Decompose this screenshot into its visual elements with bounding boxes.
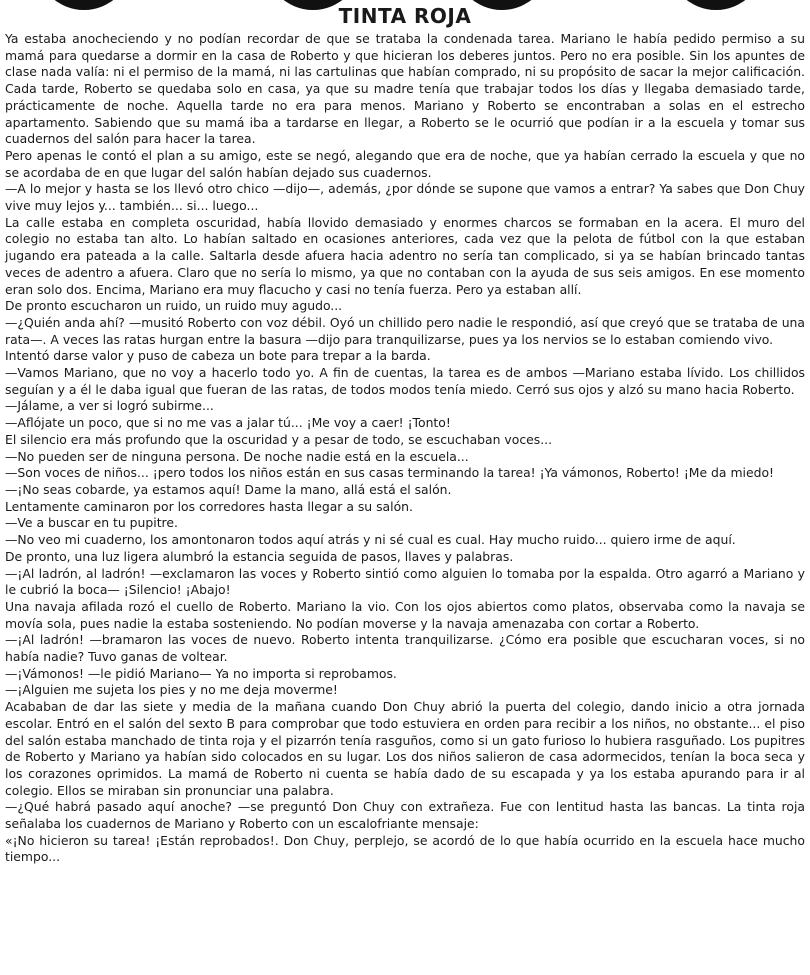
paragraph: —Aflójate un poco, que si no me vas a jalar tú... ¡Me voy a caer! ¡Tonto! [5, 415, 451, 431]
paragraph: Acababan de dar las siete y media de la mañana cuando Don Chuy abrió la puerta del colegio, dando inicio a otra jornada escolar. Entró en el salón del sexto B para comprobar que todo estuviera en orden para recibir a los niños, no obstante... el piso del salón estaba manchado de tinta roja y el pizarrón tenía rasguños, como si un gato furioso lo hubiera rasguñado. Los pupitres de Roberto y Mariano ya habían sido colocados en su lugar. Los dos niños salieron de casa adormecidos, tenían la boca seca y los corazones oprimidos. La mamá de Roberto ni cuenta se había dado de su escapada y ya los estaba apurando para ir al colegio. Ellos se miraban sin pronunciar una palabra. [5, 699, 805, 798]
paragraph: Pero apenas le contó el plan a su amigo, este se negó, alegando que era de noche, que ya habían cerrado la escuela y que no se acordaba de en que lugar del salón habían dejado sus cuadernos. [5, 147, 805, 180]
paragraph: Intentó darse valor y puso de cabeza un bote para trepar a la barda. [5, 348, 431, 364]
story-title: TINTA ROJA [338, 4, 472, 28]
paragraph: —Son voces de niños... ¡pero todos los niños están en sus casas terminando la tarea! ¡Ya vámonos, Roberto! ¡Me da miedo! [5, 465, 774, 481]
paragraph: —Ve a buscar en tu pupitre. [5, 515, 178, 531]
paragraph: De pronto escucharon un ruido, un ruido muy agudo... [5, 298, 343, 314]
paragraph: La calle estaba en completa oscuridad, había llovido demasiado y enormes charcos se formaban en la acera. El muro del colegio no estaba tan alto. Lo habían saltado en ocasiones anteriores, cada vez que la pelota de fútbol con la que estaban jugando era pateada a la calle. Saltarla desde afuera hacia adentro no sería tan complicado, si ya se habían brincado tantas veces de adentro a afuera. Claro que no sería lo mismo, ya que no contaban con la ayuda de sus seis amigos. En ese momento eran solo dos. Encima, Mariano era muy flacucho y casi no tenía fuerza. Pero ya estaban allí. [5, 214, 805, 297]
paragraph: Lentamente caminaron por los corredores hasta llegar a su salón. [5, 498, 413, 514]
paragraph: Una navaja afilada rozó el cuello de Roberto. Mariano la vio. Con los ojos abiertos como platos, observaba como la navaja se movía sola, pues nadie la estaba sosteniendo. No podían moverse y la navaja amenazaba con cortar a Roberto. [5, 598, 805, 631]
paragraph: Ya estaba anocheciendo y no podían recordar de que se trataba la condenada tarea. Mariano le había pedido permiso a su mamá para quedarse a dormir en la casa de Roberto y que hicieran los deberes juntos. Pero no era posible. Sin los apuntes de clase nada valía: ni el permiso de la mamá, ni las cartulinas que habían comprado, ni su propósito de sacar la mejor calificación. Cada tarde, Roberto se quedaba solo en casa, ya que su madre tenía que trabajar todos los días y llegaba demasiado tarde, prácticamente de noche. Aquella tarde no era para menos. Mariano y Roberto se encontraban a solas en el estrecho apartamento. Sabiendo que su mamá iba a tardarse en llegar, a Roberto se le ocurrió que podían ir a la escuela y tomar sus cuadernos del salón para hacer la tarea. [5, 31, 805, 147]
paragraph: —A lo mejor y hasta se los llevó otro chico —dijo—, además, ¿por dónde se supone que vamos a entrar? Ya sabes que Don Chuy vive muy lejos y... también... si... luego... [5, 181, 805, 214]
paragraph: —No pueden ser de ninguna persona. De noche nadie está en la escuela... [5, 448, 469, 464]
paragraph: De pronto, una luz ligera alumbró la estancia seguida de pasos, llaves y palabras. [5, 548, 514, 564]
paragraph: «¡No hicieron su tarea! ¡Están reprobados!. Don Chuy, perplejo, se acordó de lo que había ocurrido en la escuela hace mucho tiempo... [5, 832, 805, 865]
paragraph: —¿Quién anda ahí? —musitó Roberto con voz débil. Oyó un chillido pero nadie le respondió, así que creyó que se trataba de una rata—. A veces las ratas hurgan entre la basura —dijo para tranquilizarse, pues ya los nervios se lo estaban comiendo vivo. [5, 314, 805, 347]
story-body [5, 31, 805, 866]
paragraph: —Vamos Mariano, que no voy a hacerlo todo yo. A fin de cuentas, la tarea es de ambos —Mariano estaba lívido. Los chillidos seguían y a él le daba igual que fueran de las ratas, de todos modos tenía miedo. Cerró sus ojos y alzó su mano hacia Roberto. [5, 365, 805, 397]
paragraph: —No veo mi cuaderno, los amontonaron todos aquí atrás y ni sé cual es cual. Hay mucho ruido... quiero irme de aquí. [5, 532, 736, 548]
paragraph: —¡Al ladrón! —bramaron las voces de nuevo. Roberto intenta tranquilizarse. ¿Cómo era posible que escucharan voces, si no había nadie? Tuvo ganas de voltear. [5, 632, 805, 665]
paragraph: —¡Al ladrón, al ladrón! —exclamaron las voces y Roberto sintió como alguien lo tomaba por la espalda. Otro agarró a Mariano y le cubrió la boca— ¡Silencio! ¡Abajo! [5, 565, 805, 598]
paragraph: —¿Qué habrá pasado aquí anoche? —se preguntó Don Chuy con extrañeza. Fue con lentitud hasta las bancas. La tinta roja señalaba los cuadernos de Mariano y Roberto con un escalofriante mensaje: [5, 799, 805, 832]
paragraph: —¡No seas cobarde, ya estamos aquí! Dame la mano, allá está el salón. [5, 481, 452, 497]
paragraph: —¡Alguien me sujeta los pies y no me deja moverme! [5, 682, 338, 698]
paragraph: El silencio era más profundo que la oscuridad y a pesar de todo, se escuchaban voces... [5, 431, 553, 447]
paragraph: —¡Vámonos! —le pidió Mariano— Ya no importa si reprobamos. [5, 665, 397, 681]
paragraph: —Jálame, a ver si logró subirme... [5, 398, 214, 414]
